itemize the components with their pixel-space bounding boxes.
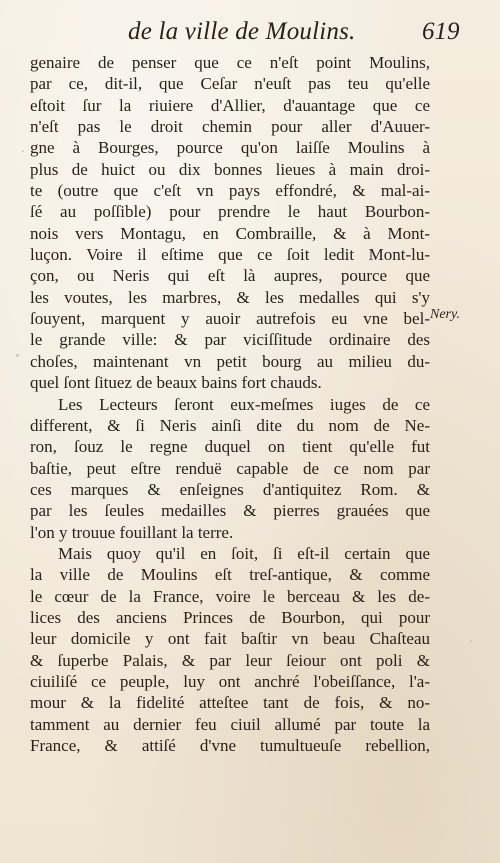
- paper-speck: [16, 354, 19, 357]
- text-line: ron, ſouz le regne duquel on tient qu'elle fut: [30, 437, 430, 457]
- text-line: par ce, dit-il, que Ceſar n'euſt pas teu qu'elle: [30, 74, 430, 94]
- text-line: baſtie, peut eſtre renduë capable de ce nom par: [30, 458, 430, 478]
- text-line: different, & ſi Neris ainſi dite du nom de Ne-: [30, 415, 430, 435]
- text-line: ciuiliſé ce peuple, luy ont anchré l'obeiſſance, l'a-: [30, 671, 430, 691]
- text-line: gne à Bourges, pource qu'on laiſſe Moulins à: [30, 138, 430, 158]
- text-line: les voutes, les marbres, & les medalles qui s'y: [30, 287, 430, 307]
- text-line: Les Lecteurs ſeront eux-meſmes iuges de ce: [58, 394, 430, 414]
- paper-speck: [22, 150, 24, 152]
- margin-note: Nery.: [430, 307, 460, 322]
- text-line: ſouyent, marquent y auoir autrefois eu vne bel-: [30, 309, 430, 329]
- text-line: eſtoit ſur la riuiere d'Allier, d'auantage que ce: [30, 95, 430, 115]
- text-line: n'eſt pas le droit chemin pour aller d'Auuer-: [30, 117, 430, 137]
- text-line: France, & attiſé d'vne tumultueuſe rebellion,: [30, 736, 430, 755]
- text-line: leur domicile y ont fait baſtir vn beau Chaſteau: [30, 629, 430, 649]
- body-text: [30, 52, 430, 756]
- page-header: [0, 18, 500, 52]
- text-line: & ſuperbe Palais, & par leur ſeiour ont poli &: [30, 650, 430, 670]
- text-line: tamment au dernier feu ciuil allumé par toute la: [30, 714, 430, 734]
- text-line: luçon. Voire il eſtime que ce ſoit ledit Mont-lu-: [30, 245, 430, 265]
- running-head: de la ville de Moulins.: [128, 18, 356, 45]
- text-line: la ville de Moulins eſt treſ-antique, & comme: [30, 565, 430, 585]
- text-line: le cœur de la France, voire le berceau & les de-: [30, 586, 430, 606]
- text-line: le grande ville: & par viciſſitude ordinaire des: [30, 330, 430, 350]
- text-line: ces marques & enſeignes d'antiquitez Rom. &: [30, 479, 430, 499]
- text-line: mour & la fidelité atteſtee tant de fois, & no-: [30, 693, 430, 713]
- text-line: par les ſeules medailles & pierres grauées que: [30, 501, 430, 521]
- text-line: Mais quoy qu'il en ſoit, ſi eſt-il certain que: [58, 543, 430, 563]
- text-line: l'on y trouue fouillant la terre.: [30, 522, 234, 542]
- page-number: 619: [422, 18, 460, 45]
- text-line: ſé au poſſible) pour prendre le haut Bourbon-: [30, 202, 430, 222]
- text-line: plus de huict ou dix bonnes lieues à main droi-: [30, 159, 430, 179]
- text-line: choſes, maintenant vn petit bourg au milieu du-: [30, 351, 430, 371]
- text-line: quel ſont ſituez de beaux bains fort chauds.: [30, 373, 322, 393]
- text-line: lices des anciens Princes de Bourbon, qui pour: [30, 607, 430, 627]
- text-line: te (outre que c'eſt vn pays effondré, & mal-ai-: [30, 181, 430, 201]
- text-line: nois vers Montagu, en Combraille, & à Mont-: [30, 223, 430, 243]
- text-line: çon, ou Neris qui eſt là aupres, pource que: [30, 266, 430, 286]
- paper-speck: [470, 640, 472, 642]
- text-line: genaire de penser que ce n'eſt point Moulins,: [30, 53, 430, 72]
